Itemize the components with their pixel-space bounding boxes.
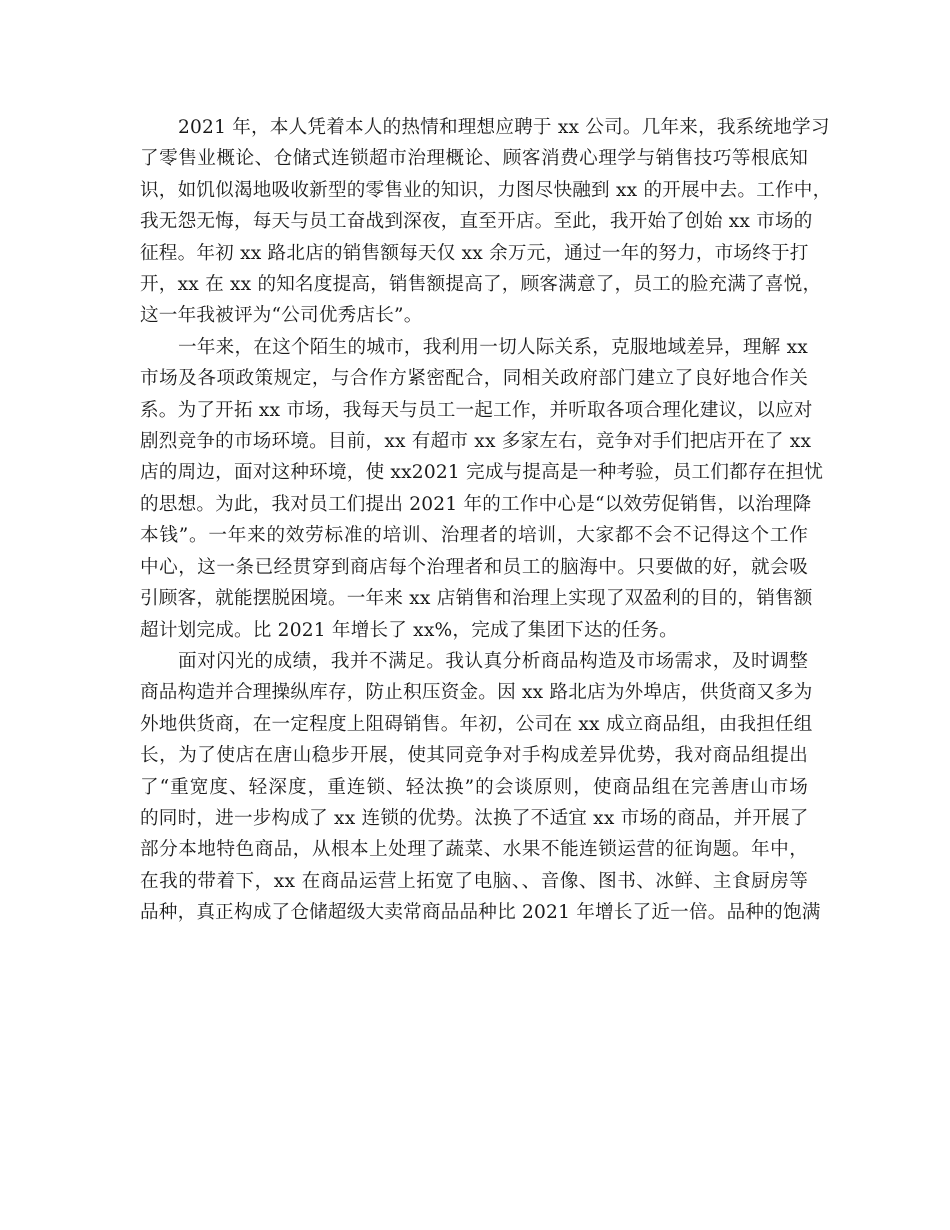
document-body bbox=[140, 112, 832, 929]
text-line: 市场及各项政策规定，与合作方紧密配合，同相关政府部门建立了良好地合作关 bbox=[140, 368, 808, 390]
text-line: 开，xx 在 xx 的知名度提高，销售额提高了，顾客满意了，员工的脸充满了喜悦， bbox=[140, 274, 822, 296]
text-line: 品种，真正构成了仓储超级大卖常商品品种比 2021 年增长了近一倍。品种的饱满 bbox=[140, 902, 821, 924]
paragraph-3 bbox=[140, 646, 821, 929]
text-line: 系。为了开拓 xx 市场，我每天与员工一起工作，并听取各项合理化建议，以应对 bbox=[140, 399, 813, 421]
text-line: 在我的带着下，xx 在商品运营上拓宽了电脑、、音像、图书、冰鲜、主食厨房等 bbox=[140, 870, 808, 892]
text-line: 中心，这一条已经贯穿到商店每个治理者和员工的脑海中。只要做的好，就会吸 bbox=[140, 556, 808, 578]
text-line: 长，为了使店在唐山稳步开展，使其同竞争对手构成差异优势，我对商品组提出 bbox=[140, 745, 808, 767]
text-line: 的同时，进一步构成了 xx 连锁的优势。汰换了不适宜 xx 市场的商品，并开展了 bbox=[140, 807, 809, 829]
text-line: 商品构造并合理操纵库存，防止积压资金。因 xx 路北店为外埠店，供货商又多为 bbox=[140, 682, 813, 704]
text-line: 一年来，在这个陌生的城市，我利用一切人际关系，克服地域差异，理解 xx bbox=[178, 336, 808, 358]
text-line: 本钱”。一年来的效劳标准的培训、治理者的培训，大家都不会不记得这个工作 bbox=[140, 525, 808, 547]
text-line: 引顾客，就能摆脱困境。一年来 xx 店销售和治理上实现了双盈利的目的，销售额 bbox=[140, 588, 813, 610]
text-line: 超计划完成。比 2021 年增长了 xx%，完成了集团下达的任务。 bbox=[140, 619, 678, 641]
text-line: 这一年我被评为“公司优秀店长”。 bbox=[140, 305, 423, 327]
text-line: 的思想。为此，我对员工们提出 2021 年的工作中心是“以效劳促销售，以治理降 bbox=[140, 493, 812, 515]
text-line: 外地供货商，在一定程度上阻碍销售。年初，公司在 xx 成立商品组，由我担任组 bbox=[140, 713, 813, 735]
text-line: 了零售业概论、仓储式连锁超市治理概论、顾客消费心理学与销售技巧等根底知 bbox=[140, 148, 808, 170]
paragraph-1 bbox=[140, 112, 832, 332]
text-line: 2021 年，本人凭着本人的热情和理想应聘于 xx 公司。几年来，我系统地学习 bbox=[178, 117, 830, 138]
text-line: 部分本地特色商品，从根本上处理了蔬菜、水果不能连锁运营的征询题。年中， bbox=[140, 839, 808, 861]
text-line: 征程。年初 xx 路北店的销售额每天仅 xx 余万元，通过一年的努力，市场终于打 bbox=[140, 242, 809, 264]
text-line: 我无怨无悔，每天与员工奋战到深夜，直至开店。至此，我开始了创始 xx 市场的 bbox=[140, 211, 813, 233]
text-line: 面对闪光的成绩，我并不满足。我认真分析商品构造及市场需求，及时调整 bbox=[178, 650, 808, 672]
text-line: 店的周边，面对这种环境，使 xx2021 完成与提高是一种考验，员工们都存在担忧 bbox=[140, 462, 824, 484]
text-line: 识，如饥似渴地吸收新型的零售业的知识，力图尽快融到 xx 的开展中去。工作中， bbox=[140, 179, 832, 201]
text-line: 剧烈竞争的市场环境。目前，xx 有超市 xx 多家左右，竞争对手们把店开在了 xx bbox=[140, 431, 812, 453]
paragraph-2 bbox=[140, 332, 824, 646]
text-line: 了“重宽度、轻深度，重连锁、轻汰换”的会谈原则，使商品组在完善唐山市场 bbox=[140, 776, 808, 798]
